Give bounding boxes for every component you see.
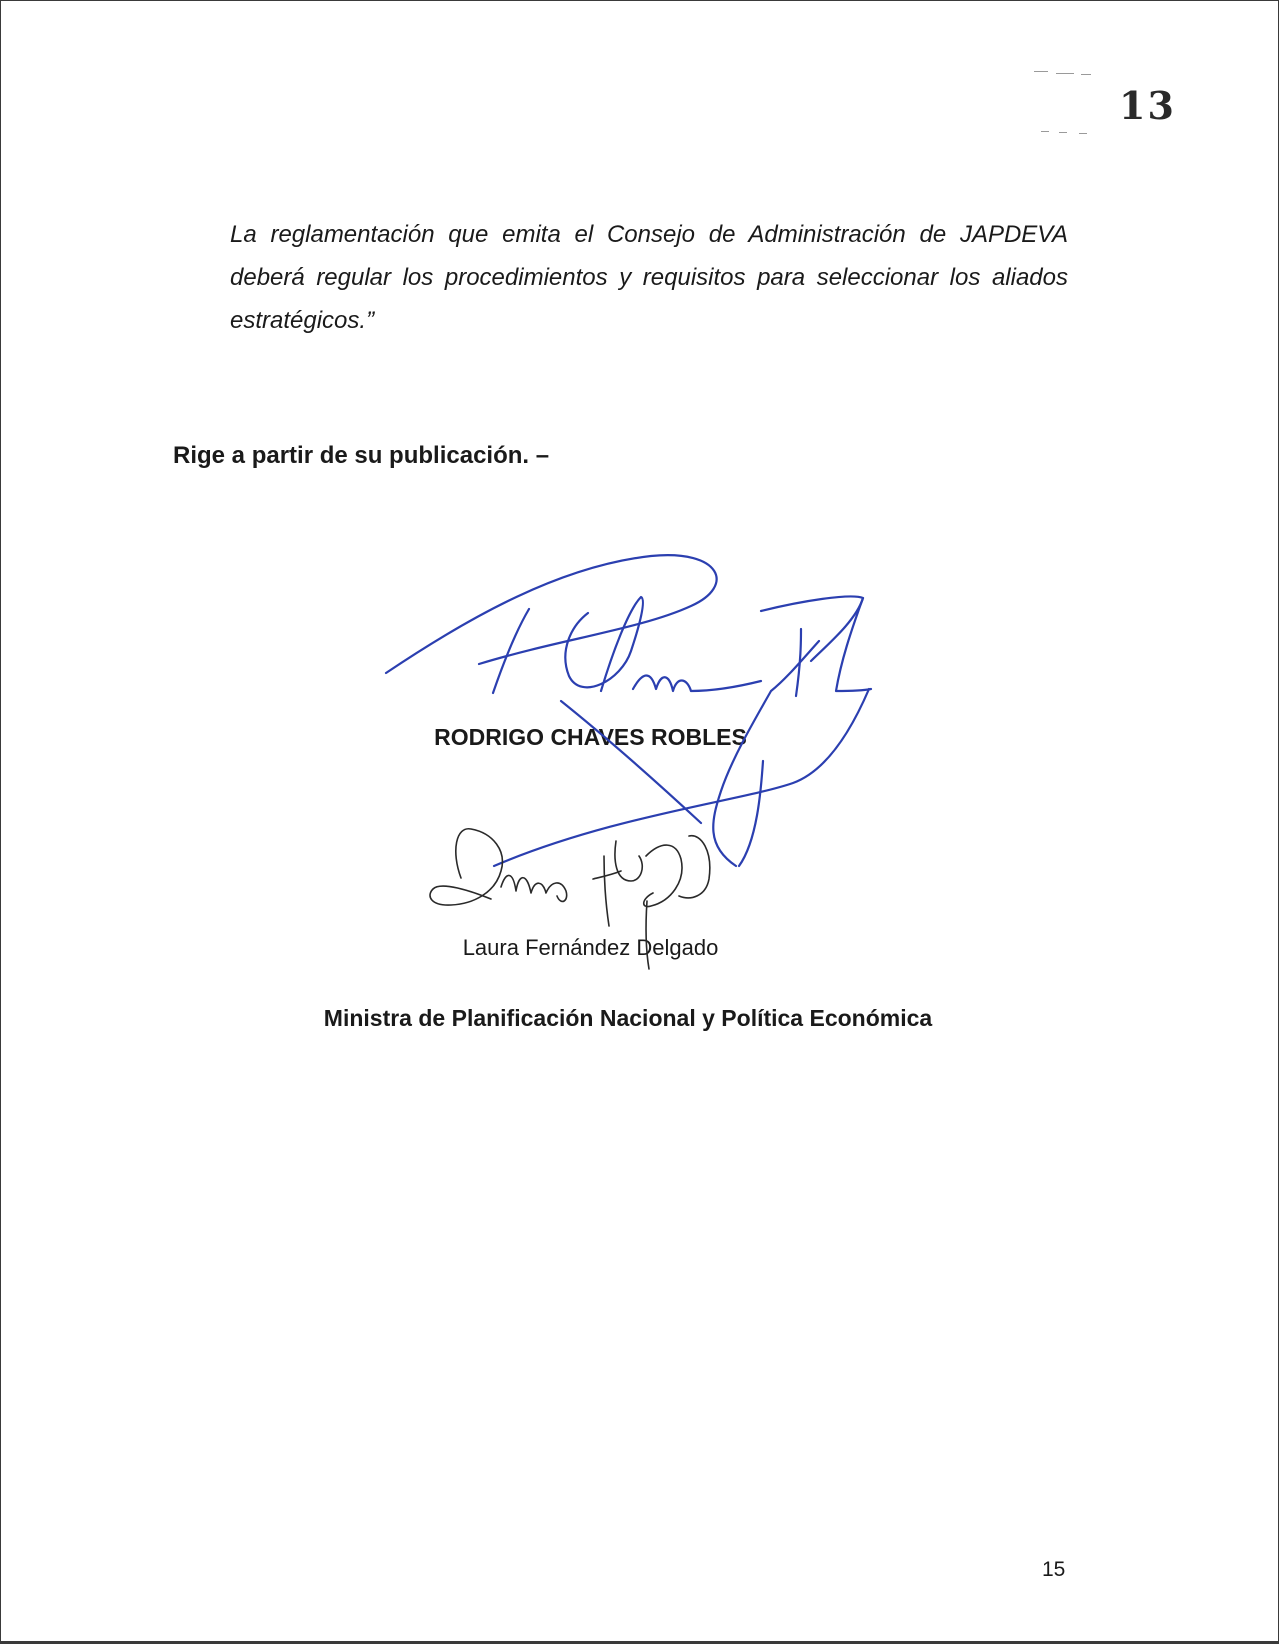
folio-stamp-dash [1056, 73, 1074, 74]
minister-title: Ministra de Planificación Nacional y Política Económica [323, 1005, 933, 1031]
president-signature [386, 555, 871, 866]
page-number: 15 [1042, 1558, 1066, 1581]
folio-stamp-dash [1081, 74, 1091, 75]
minister-name: Laura Fernández Delgado [462, 935, 719, 960]
folio-stamp-dash [1079, 133, 1087, 134]
folio-stamp-number: 13 [1119, 83, 1176, 128]
folio-stamp-dash [1059, 132, 1067, 133]
quoted-regulation-paragraph: La reglamentación que emita el Consejo de Administración de JAPDEVA deberá regular los procedimientos y requisitos para seleccionar los aliados estratégicos.” [230, 221, 1068, 334]
president-name: RODRIGO CHAVES ROBLES [434, 724, 747, 750]
effective-date-clause: Rige a partir de su publicación. – [173, 442, 550, 469]
folio-stamp-dash [1041, 131, 1049, 132]
folio-stamp-dash [1034, 71, 1048, 72]
